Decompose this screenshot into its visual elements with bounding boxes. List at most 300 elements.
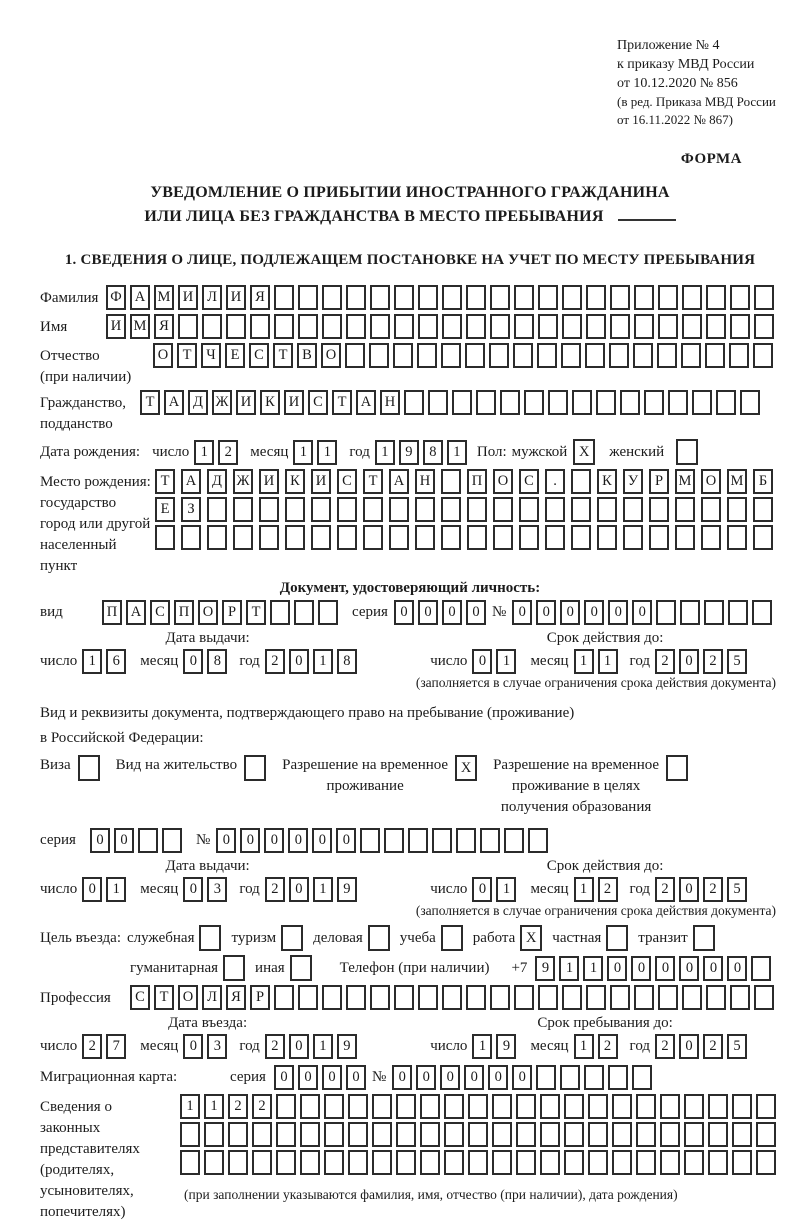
form-cell[interactable] bbox=[348, 1150, 368, 1175]
form-cell[interactable]: И bbox=[106, 314, 126, 339]
form-cell[interactable]: 1 bbox=[574, 649, 594, 674]
form-cell[interactable] bbox=[658, 314, 678, 339]
form-cell[interactable] bbox=[370, 985, 390, 1010]
form-cell[interactable] bbox=[360, 828, 380, 853]
form-cell[interactable] bbox=[363, 525, 383, 550]
form-cell[interactable] bbox=[504, 828, 524, 853]
form-cell[interactable] bbox=[562, 314, 582, 339]
form-cell[interactable] bbox=[420, 1150, 440, 1175]
residence-permit-checkbox[interactable] bbox=[244, 755, 266, 781]
form-cell[interactable] bbox=[274, 285, 294, 310]
form-cell[interactable]: О bbox=[493, 469, 513, 494]
form-cell[interactable] bbox=[658, 985, 678, 1010]
form-cell[interactable]: 0 bbox=[336, 828, 356, 853]
form-cell[interactable]: Т bbox=[332, 390, 352, 415]
form-cell[interactable]: 1 bbox=[375, 440, 395, 465]
form-cell[interactable]: П bbox=[174, 600, 194, 625]
temp-residence-checkbox[interactable]: X bbox=[455, 755, 477, 781]
form-cell[interactable] bbox=[444, 1150, 464, 1175]
form-cell[interactable] bbox=[337, 497, 357, 522]
form-cell[interactable]: 2 bbox=[655, 649, 675, 674]
form-cell[interactable] bbox=[634, 314, 654, 339]
form-cell[interactable] bbox=[572, 390, 592, 415]
form-cell[interactable]: О bbox=[701, 469, 721, 494]
form-cell[interactable] bbox=[204, 1150, 224, 1175]
form-cell[interactable] bbox=[682, 314, 702, 339]
form-cell[interactable] bbox=[466, 314, 486, 339]
form-cell[interactable] bbox=[608, 1065, 628, 1090]
form-cell[interactable] bbox=[337, 525, 357, 550]
purpose-humanitarian-checkbox[interactable] bbox=[223, 955, 245, 981]
form-cell[interactable] bbox=[207, 525, 227, 550]
form-cell[interactable] bbox=[560, 1065, 580, 1090]
form-cell[interactable] bbox=[396, 1122, 416, 1147]
form-cell[interactable] bbox=[324, 1094, 344, 1119]
form-cell[interactable]: И bbox=[259, 469, 279, 494]
form-cell[interactable]: К bbox=[597, 469, 617, 494]
form-cell[interactable] bbox=[456, 828, 476, 853]
form-cell[interactable]: . bbox=[545, 469, 565, 494]
form-cell[interactable]: 2 bbox=[703, 877, 723, 902]
form-cell[interactable] bbox=[519, 497, 539, 522]
form-cell[interactable]: И bbox=[226, 285, 246, 310]
form-cell[interactable]: 9 bbox=[337, 1034, 357, 1059]
form-cell[interactable] bbox=[609, 343, 629, 368]
form-cell[interactable] bbox=[441, 469, 461, 494]
form-cell[interactable]: Д bbox=[207, 469, 227, 494]
form-cell[interactable]: А bbox=[356, 390, 376, 415]
form-cell[interactable] bbox=[636, 1094, 656, 1119]
form-cell[interactable]: 8 bbox=[337, 649, 357, 674]
form-cell[interactable]: 1 bbox=[82, 649, 102, 674]
form-cell[interactable]: А bbox=[126, 600, 146, 625]
form-cell[interactable] bbox=[752, 600, 772, 625]
form-cell[interactable]: Ж bbox=[233, 469, 253, 494]
form-cell[interactable]: А bbox=[164, 390, 184, 415]
form-cell[interactable] bbox=[684, 1094, 704, 1119]
temp-residence-education-checkbox[interactable] bbox=[666, 755, 688, 781]
form-cell[interactable]: 0 bbox=[631, 956, 651, 981]
form-cell[interactable] bbox=[588, 1150, 608, 1175]
form-cell[interactable] bbox=[727, 497, 747, 522]
purpose-business-checkbox[interactable] bbox=[368, 925, 390, 951]
form-cell[interactable]: 1 bbox=[313, 877, 333, 902]
form-cell[interactable]: 2 bbox=[703, 649, 723, 674]
form-cell[interactable] bbox=[545, 525, 565, 550]
form-cell[interactable] bbox=[537, 343, 557, 368]
form-cell[interactable] bbox=[514, 314, 534, 339]
form-cell[interactable]: Л bbox=[202, 285, 222, 310]
form-cell[interactable] bbox=[300, 1150, 320, 1175]
form-cell[interactable]: 0 bbox=[274, 1065, 294, 1090]
form-cell[interactable] bbox=[634, 285, 654, 310]
form-cell[interactable] bbox=[561, 343, 581, 368]
form-cell[interactable] bbox=[684, 1150, 704, 1175]
form-cell[interactable] bbox=[442, 985, 462, 1010]
form-cell[interactable] bbox=[680, 600, 700, 625]
form-cell[interactable]: М bbox=[154, 285, 174, 310]
form-cell[interactable] bbox=[706, 285, 726, 310]
form-cell[interactable] bbox=[632, 1065, 652, 1090]
form-cell[interactable] bbox=[298, 314, 318, 339]
form-cell[interactable]: С bbox=[150, 600, 170, 625]
form-cell[interactable] bbox=[564, 1094, 584, 1119]
form-cell[interactable] bbox=[545, 497, 565, 522]
form-cell[interactable] bbox=[432, 828, 452, 853]
form-cell[interactable]: Е bbox=[225, 343, 245, 368]
form-cell[interactable]: Я bbox=[154, 314, 174, 339]
form-cell[interactable] bbox=[633, 343, 653, 368]
form-cell[interactable] bbox=[228, 1122, 248, 1147]
form-cell[interactable] bbox=[468, 1150, 488, 1175]
form-cell[interactable] bbox=[322, 285, 342, 310]
form-cell[interactable] bbox=[586, 285, 606, 310]
form-cell[interactable] bbox=[318, 600, 338, 625]
form-cell[interactable] bbox=[728, 600, 748, 625]
form-cell[interactable] bbox=[588, 1094, 608, 1119]
form-cell[interactable]: Т bbox=[154, 985, 174, 1010]
form-cell[interactable]: 1 bbox=[317, 440, 337, 465]
sex-female-checkbox[interactable] bbox=[676, 439, 698, 465]
form-cell[interactable] bbox=[444, 1094, 464, 1119]
form-cell[interactable]: 2 bbox=[252, 1094, 272, 1119]
form-cell[interactable]: 1 bbox=[293, 440, 313, 465]
form-cell[interactable]: 0 bbox=[264, 828, 284, 853]
form-cell[interactable]: 5 bbox=[727, 877, 747, 902]
form-cell[interactable] bbox=[493, 525, 513, 550]
form-cell[interactable] bbox=[420, 1122, 440, 1147]
visa-checkbox[interactable] bbox=[78, 755, 100, 781]
form-cell[interactable] bbox=[564, 1150, 584, 1175]
form-cell[interactable]: Т bbox=[177, 343, 197, 368]
form-cell[interactable]: С bbox=[130, 985, 150, 1010]
form-cell[interactable] bbox=[322, 985, 342, 1010]
form-cell[interactable] bbox=[441, 497, 461, 522]
form-cell[interactable]: А bbox=[130, 285, 150, 310]
form-cell[interactable]: 0 bbox=[183, 1034, 203, 1059]
form-cell[interactable] bbox=[233, 525, 253, 550]
form-cell[interactable] bbox=[233, 497, 253, 522]
form-cell[interactable] bbox=[538, 285, 558, 310]
form-cell[interactable]: У bbox=[623, 469, 643, 494]
form-cell[interactable]: С bbox=[308, 390, 328, 415]
form-cell[interactable] bbox=[404, 390, 424, 415]
form-cell[interactable] bbox=[226, 314, 246, 339]
form-cell[interactable] bbox=[656, 600, 676, 625]
form-cell[interactable] bbox=[468, 1122, 488, 1147]
form-cell[interactable] bbox=[597, 497, 617, 522]
form-cell[interactable]: 2 bbox=[598, 1034, 618, 1059]
form-cell[interactable] bbox=[415, 497, 435, 522]
form-cell[interactable]: 8 bbox=[207, 649, 227, 674]
form-cell[interactable] bbox=[466, 285, 486, 310]
form-cell[interactable] bbox=[274, 314, 294, 339]
form-cell[interactable] bbox=[636, 1150, 656, 1175]
form-cell[interactable] bbox=[708, 1122, 728, 1147]
form-cell[interactable] bbox=[467, 525, 487, 550]
form-cell[interactable]: 0 bbox=[464, 1065, 484, 1090]
form-cell[interactable] bbox=[259, 497, 279, 522]
form-cell[interactable]: 1 bbox=[583, 956, 603, 981]
form-cell[interactable]: 1 bbox=[598, 649, 618, 674]
form-cell[interactable] bbox=[370, 285, 390, 310]
form-cell[interactable] bbox=[420, 1094, 440, 1119]
form-cell[interactable] bbox=[394, 985, 414, 1010]
form-cell[interactable]: 0 bbox=[216, 828, 236, 853]
form-cell[interactable] bbox=[514, 285, 534, 310]
form-cell[interactable]: 0 bbox=[392, 1065, 412, 1090]
form-cell[interactable] bbox=[476, 390, 496, 415]
form-cell[interactable] bbox=[348, 1094, 368, 1119]
form-cell[interactable] bbox=[490, 314, 510, 339]
form-cell[interactable] bbox=[162, 828, 182, 853]
form-cell[interactable]: 2 bbox=[82, 1034, 102, 1059]
form-cell[interactable]: М bbox=[130, 314, 150, 339]
form-cell[interactable] bbox=[751, 956, 771, 981]
form-cell[interactable]: С bbox=[249, 343, 269, 368]
form-cell[interactable] bbox=[408, 828, 428, 853]
form-cell[interactable]: Л bbox=[202, 985, 222, 1010]
form-cell[interactable] bbox=[452, 390, 472, 415]
form-cell[interactable] bbox=[756, 1094, 776, 1119]
form-cell[interactable]: Я bbox=[226, 985, 246, 1010]
form-cell[interactable] bbox=[428, 390, 448, 415]
form-cell[interactable] bbox=[300, 1094, 320, 1119]
form-cell[interactable]: 0 bbox=[289, 877, 309, 902]
form-cell[interactable]: 0 bbox=[183, 877, 203, 902]
form-cell[interactable] bbox=[701, 525, 721, 550]
form-cell[interactable]: 0 bbox=[288, 828, 308, 853]
form-cell[interactable] bbox=[372, 1094, 392, 1119]
form-cell[interactable]: 2 bbox=[598, 877, 618, 902]
form-cell[interactable] bbox=[660, 1094, 680, 1119]
form-cell[interactable] bbox=[181, 525, 201, 550]
form-cell[interactable]: Т bbox=[363, 469, 383, 494]
form-cell[interactable] bbox=[493, 497, 513, 522]
form-cell[interactable] bbox=[706, 314, 726, 339]
form-cell[interactable]: 0 bbox=[90, 828, 110, 853]
form-cell[interactable] bbox=[610, 285, 630, 310]
form-cell[interactable]: 0 bbox=[679, 1034, 699, 1059]
form-cell[interactable] bbox=[345, 343, 365, 368]
form-cell[interactable]: Н bbox=[380, 390, 400, 415]
form-cell[interactable]: 1 bbox=[194, 440, 214, 465]
sex-male-checkbox[interactable]: X bbox=[573, 439, 595, 465]
form-cell[interactable] bbox=[675, 525, 695, 550]
form-cell[interactable] bbox=[644, 390, 664, 415]
form-cell[interactable] bbox=[513, 343, 533, 368]
form-cell[interactable]: К bbox=[260, 390, 280, 415]
form-cell[interactable] bbox=[727, 525, 747, 550]
form-cell[interactable]: Ч bbox=[201, 343, 221, 368]
form-cell[interactable]: 0 bbox=[655, 956, 675, 981]
form-cell[interactable]: Н bbox=[415, 469, 435, 494]
form-cell[interactable] bbox=[708, 1094, 728, 1119]
form-cell[interactable] bbox=[623, 497, 643, 522]
form-cell[interactable] bbox=[732, 1150, 752, 1175]
form-cell[interactable] bbox=[548, 390, 568, 415]
form-cell[interactable] bbox=[250, 314, 270, 339]
form-cell[interactable]: 0 bbox=[584, 600, 604, 625]
form-cell[interactable] bbox=[675, 497, 695, 522]
form-cell[interactable] bbox=[524, 390, 544, 415]
form-cell[interactable]: М bbox=[727, 469, 747, 494]
form-cell[interactable]: 0 bbox=[416, 1065, 436, 1090]
form-cell[interactable] bbox=[729, 343, 749, 368]
form-cell[interactable] bbox=[384, 828, 404, 853]
form-cell[interactable] bbox=[514, 985, 534, 1010]
form-cell[interactable] bbox=[418, 985, 438, 1010]
form-cell[interactable] bbox=[311, 497, 331, 522]
form-cell[interactable] bbox=[612, 1150, 632, 1175]
form-cell[interactable] bbox=[754, 314, 774, 339]
form-cell[interactable]: 1 bbox=[313, 649, 333, 674]
form-cell[interactable] bbox=[394, 314, 414, 339]
form-cell[interactable]: 0 bbox=[512, 600, 532, 625]
form-cell[interactable] bbox=[389, 525, 409, 550]
form-cell[interactable] bbox=[298, 285, 318, 310]
form-cell[interactable]: И bbox=[284, 390, 304, 415]
form-cell[interactable]: 0 bbox=[466, 600, 486, 625]
form-cell[interactable] bbox=[732, 1094, 752, 1119]
form-cell[interactable] bbox=[467, 497, 487, 522]
form-cell[interactable] bbox=[394, 285, 414, 310]
form-cell[interactable] bbox=[276, 1094, 296, 1119]
form-cell[interactable] bbox=[660, 1122, 680, 1147]
form-cell[interactable]: 2 bbox=[703, 1034, 723, 1059]
form-cell[interactable]: К bbox=[285, 469, 305, 494]
form-cell[interactable]: В bbox=[297, 343, 317, 368]
form-cell[interactable] bbox=[300, 1122, 320, 1147]
form-cell[interactable]: 3 bbox=[207, 877, 227, 902]
form-cell[interactable] bbox=[418, 285, 438, 310]
form-cell[interactable] bbox=[228, 1150, 248, 1175]
form-cell[interactable]: 0 bbox=[298, 1065, 318, 1090]
form-cell[interactable]: 0 bbox=[536, 600, 556, 625]
form-cell[interactable] bbox=[681, 343, 701, 368]
form-cell[interactable] bbox=[415, 525, 435, 550]
form-cell[interactable]: 3 bbox=[207, 1034, 227, 1059]
form-cell[interactable]: 2 bbox=[265, 877, 285, 902]
form-cell[interactable]: 2 bbox=[265, 1034, 285, 1059]
form-cell[interactable] bbox=[756, 1122, 776, 1147]
form-cell[interactable] bbox=[540, 1094, 560, 1119]
purpose-work-checkbox[interactable]: X bbox=[520, 925, 542, 951]
form-cell[interactable] bbox=[396, 1094, 416, 1119]
form-cell[interactable] bbox=[207, 497, 227, 522]
form-cell[interactable] bbox=[369, 343, 389, 368]
form-cell[interactable]: Ф bbox=[106, 285, 126, 310]
form-cell[interactable] bbox=[586, 314, 606, 339]
form-cell[interactable]: 1 bbox=[574, 877, 594, 902]
form-cell[interactable]: 2 bbox=[218, 440, 238, 465]
form-cell[interactable]: 0 bbox=[442, 600, 462, 625]
form-cell[interactable] bbox=[466, 985, 486, 1010]
form-cell[interactable] bbox=[682, 985, 702, 1010]
form-cell[interactable]: 9 bbox=[496, 1034, 516, 1059]
form-cell[interactable] bbox=[612, 1094, 632, 1119]
form-cell[interactable]: С bbox=[337, 469, 357, 494]
form-cell[interactable] bbox=[754, 985, 774, 1010]
form-cell[interactable]: П bbox=[467, 469, 487, 494]
form-cell[interactable] bbox=[692, 390, 712, 415]
form-cell[interactable]: М bbox=[675, 469, 695, 494]
form-cell[interactable] bbox=[516, 1150, 536, 1175]
form-cell[interactable] bbox=[519, 525, 539, 550]
form-cell[interactable] bbox=[442, 314, 462, 339]
form-cell[interactable] bbox=[571, 469, 591, 494]
form-cell[interactable]: З bbox=[181, 497, 201, 522]
form-cell[interactable]: Т bbox=[155, 469, 175, 494]
form-cell[interactable] bbox=[538, 985, 558, 1010]
form-cell[interactable] bbox=[528, 828, 548, 853]
form-cell[interactable]: 2 bbox=[265, 649, 285, 674]
form-cell[interactable] bbox=[346, 314, 366, 339]
form-cell[interactable]: 1 bbox=[180, 1094, 200, 1119]
form-cell[interactable] bbox=[588, 1122, 608, 1147]
form-cell[interactable] bbox=[596, 390, 616, 415]
form-cell[interactable] bbox=[270, 600, 290, 625]
form-cell[interactable] bbox=[202, 314, 222, 339]
form-cell[interactable] bbox=[564, 1122, 584, 1147]
form-cell[interactable]: Т bbox=[140, 390, 160, 415]
form-cell[interactable] bbox=[480, 828, 500, 853]
form-cell[interactable]: А bbox=[389, 469, 409, 494]
form-cell[interactable]: 0 bbox=[394, 600, 414, 625]
form-cell[interactable]: П bbox=[102, 600, 122, 625]
form-cell[interactable] bbox=[562, 285, 582, 310]
form-cell[interactable]: 2 bbox=[655, 877, 675, 902]
form-cell[interactable] bbox=[294, 600, 314, 625]
form-cell[interactable]: 0 bbox=[289, 649, 309, 674]
form-cell[interactable]: 5 bbox=[727, 649, 747, 674]
form-cell[interactable]: 6 bbox=[106, 649, 126, 674]
form-cell[interactable] bbox=[610, 314, 630, 339]
form-cell[interactable]: И bbox=[178, 285, 198, 310]
form-cell[interactable]: 1 bbox=[574, 1034, 594, 1059]
form-cell[interactable] bbox=[441, 525, 461, 550]
form-cell[interactable]: Е bbox=[155, 497, 175, 522]
form-cell[interactable] bbox=[649, 525, 669, 550]
form-cell[interactable]: 0 bbox=[322, 1065, 342, 1090]
form-cell[interactable] bbox=[658, 285, 678, 310]
form-cell[interactable] bbox=[538, 314, 558, 339]
form-cell[interactable] bbox=[708, 1150, 728, 1175]
form-cell[interactable] bbox=[500, 390, 520, 415]
form-cell[interactable] bbox=[204, 1122, 224, 1147]
form-cell[interactable]: 1 bbox=[313, 1034, 333, 1059]
form-cell[interactable] bbox=[492, 1094, 512, 1119]
form-cell[interactable]: Б bbox=[753, 469, 773, 494]
form-cell[interactable] bbox=[393, 343, 413, 368]
form-cell[interactable] bbox=[468, 1094, 488, 1119]
form-cell[interactable]: 0 bbox=[679, 956, 699, 981]
form-cell[interactable]: 7 bbox=[106, 1034, 126, 1059]
form-cell[interactable] bbox=[324, 1150, 344, 1175]
form-cell[interactable]: 0 bbox=[727, 956, 747, 981]
form-cell[interactable]: 2 bbox=[228, 1094, 248, 1119]
form-cell[interactable]: 0 bbox=[289, 1034, 309, 1059]
form-cell[interactable]: О bbox=[153, 343, 173, 368]
form-cell[interactable]: А bbox=[181, 469, 201, 494]
form-cell[interactable] bbox=[657, 343, 677, 368]
form-cell[interactable] bbox=[571, 497, 591, 522]
form-cell[interactable]: 0 bbox=[82, 877, 102, 902]
form-cell[interactable] bbox=[585, 343, 605, 368]
form-cell[interactable] bbox=[492, 1150, 512, 1175]
form-cell[interactable] bbox=[684, 1122, 704, 1147]
form-cell[interactable] bbox=[540, 1150, 560, 1175]
